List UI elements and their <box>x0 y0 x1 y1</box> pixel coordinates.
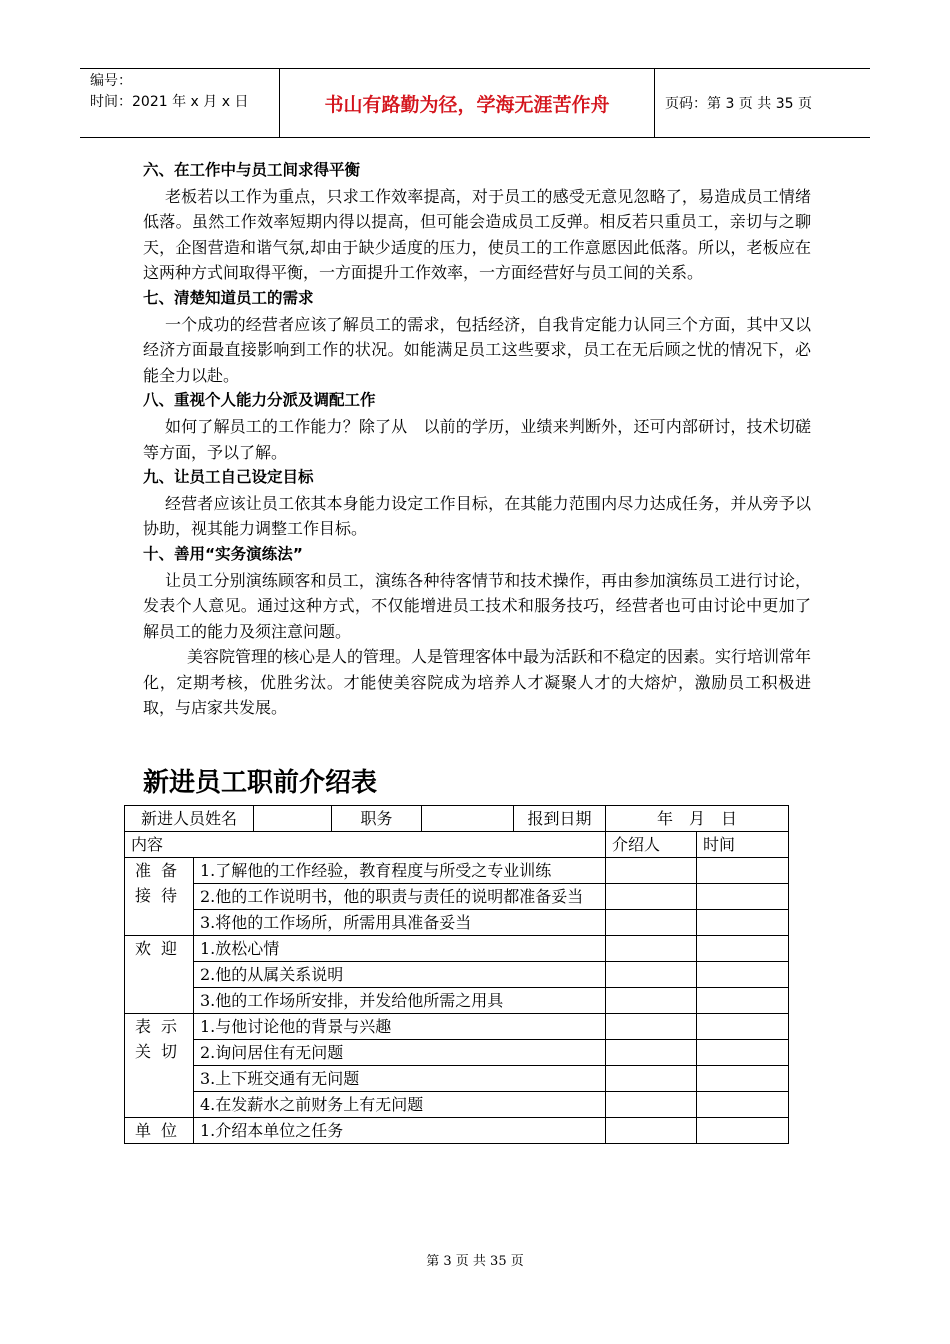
header-meta <box>80 69 280 137</box>
time-cell[interactable] <box>697 1040 789 1066</box>
section-title: 十、善用“实务演练法” <box>143 544 303 563</box>
category-cell: 单位 <box>125 1118 194 1144</box>
time-header-cell: 时间 <box>697 832 789 858</box>
table-row <box>125 1040 789 1066</box>
content-header-cell: 内容 <box>125 832 606 858</box>
item-cell: 2.询问居住有无问题 <box>194 1040 606 1066</box>
item-cell: 3.将他的工作场所，所需用具准备妥当 <box>194 910 606 936</box>
introducer-cell[interactable] <box>606 1040 697 1066</box>
table-row <box>125 962 789 988</box>
introducer-cell[interactable] <box>606 1014 697 1040</box>
introducer-cell[interactable] <box>606 884 697 910</box>
section-title: 六、在工作中与员工间求得平衡 <box>143 161 361 179</box>
closing-paragraph: 美容院管理的核心是人的管理。人是管理客体中最为活跃和不稳定的因素。实行培训常年化，定期考核，优胜劣汰。才能使美容院成为培养人才凝聚人才的大熔炉，激励员工积极进取，与店家共发展。 <box>143 647 812 718</box>
time-cell[interactable] <box>697 1014 789 1040</box>
name-value-cell[interactable] <box>254 806 332 832</box>
table-row <box>125 1014 789 1040</box>
name-label-cell: 新进人员姓名 <box>125 806 254 832</box>
page-footer: 第 3 页 共 35 页 <box>426 1254 524 1269</box>
introducer-cell[interactable] <box>606 962 697 988</box>
time-label: 时间：2021 年 x 月 x 日 <box>90 94 249 110</box>
introducer-cell[interactable] <box>606 910 697 936</box>
table-title: 新进员工职前介绍表 <box>143 768 378 798</box>
introducer-cell[interactable] <box>606 1066 697 1092</box>
category-cell: 表示关切 <box>125 1014 194 1118</box>
item-cell: 3.上下班交通有无问题 <box>194 1066 606 1092</box>
time-cell[interactable] <box>697 936 789 962</box>
table-row <box>125 988 789 1014</box>
section-title: 九、让员工自己设定目标 <box>143 468 314 487</box>
introducer-cell[interactable] <box>606 988 697 1014</box>
number-label: 编号： <box>90 73 132 89</box>
header-page-label: 页码：第 3 页 共 35 页 <box>665 96 812 112</box>
table-row <box>125 832 789 858</box>
introducer-cell[interactable] <box>606 1118 697 1144</box>
section-title: 八、重视个人能力分派及调配工作 <box>143 391 376 410</box>
time-cell[interactable] <box>697 1118 789 1144</box>
introducer-cell[interactable] <box>606 858 697 884</box>
introducer-cell[interactable] <box>606 1092 697 1118</box>
section-paragraph: 老板若以工作为重点，只求工作效率提高，对于员工的感受无意见忽略了，易造成员工情绪低落。虽然工作效率短期内得以提高，但可能会造成员工反弹。相反若只重员工，亲切与之聊天，企图营造和谐气氛,却由于缺少适度的压力，使员工的工作意愿因此低落。所以，老板应在这两种方式间取得平衡，一方面提升工作效率，一方面经营好与员工间的关系。 <box>143 186 811 283</box>
section-paragraph: 经营者应该让员工依其本身能力设定工作目标，在其能力范围内尽力达成任务，并从旁予以协助，视其能力调整工作目标。 <box>143 493 811 539</box>
report-date-label-cell: 报到日期 <box>514 806 606 832</box>
section-title: 七、清楚知道员工的需求 <box>143 288 314 307</box>
report-date-value-cell[interactable]: 年 月 日 <box>606 806 789 832</box>
category-cell: 欢迎 <box>125 936 194 1014</box>
orientation-table <box>124 805 789 1144</box>
time-cell[interactable] <box>697 1066 789 1092</box>
table-row <box>125 1066 789 1092</box>
item-cell: 4.在发薪水之前财务上有无问题 <box>194 1092 606 1118</box>
item-cell: 2.他的从属关系说明 <box>194 962 606 988</box>
section-paragraph: 让员工分别演练顾客和员工，演练各种待客情节和技术操作，再由参加演练员工进行讨论，发表个人意见。通过这种方式，不仅能增进员工技术和服务技巧，经营者也可由讨论中更加了解员工的能力及须注意问题。 <box>143 570 811 641</box>
item-cell: 1.介绍本单位之任务 <box>194 1118 606 1144</box>
time-cell[interactable] <box>697 1092 789 1118</box>
table-row <box>125 884 789 910</box>
time-cell[interactable] <box>697 884 789 910</box>
page-header <box>80 68 870 138</box>
body-text <box>143 158 811 721</box>
table-row <box>125 858 789 884</box>
introducer-header-cell: 介绍人 <box>606 832 697 858</box>
table-row <box>125 1092 789 1118</box>
section-paragraph: 一个成功的经营者应该了解员工的需求，包括经济，自我肯定能力认同三个方面，其中又以经济方面最直接影响到工作的状况。如能满足员工这些要求，员工在无后顾之忧的情况下，必能全力以赴。 <box>143 314 811 385</box>
category-cell: 准备接待 <box>125 858 194 936</box>
time-cell[interactable] <box>697 962 789 988</box>
section-paragraph: 如何了解员工的工作能力？除了从 以前的学历，业绩来判断外，还可内部研讨，技术切磋等方面，予以了解。 <box>143 416 811 462</box>
time-cell[interactable] <box>697 858 789 884</box>
time-cell[interactable] <box>697 988 789 1014</box>
item-cell: 1.与他讨论他的背景与兴趣 <box>194 1014 606 1040</box>
table-row <box>125 936 789 962</box>
item-cell: 1.了解他的工作经验，教育程度与所受之专业训练 <box>194 858 606 884</box>
header-motto: 书山有路勤为径，学海无涯苦作舟 <box>280 69 655 137</box>
time-cell[interactable] <box>697 910 789 936</box>
table-row <box>125 1118 789 1144</box>
table-row <box>125 806 789 832</box>
item-cell: 2.他的工作说明书，他的职责与责任的说明都准备妥当 <box>194 884 606 910</box>
position-label-cell: 职务 <box>332 806 422 832</box>
introducer-cell[interactable] <box>606 936 697 962</box>
table-row <box>125 910 789 936</box>
item-cell: 3.他的工作场所安排，并发给他所需之用具 <box>194 988 606 1014</box>
item-cell: 1.放松心情 <box>194 936 606 962</box>
position-value-cell[interactable] <box>422 806 514 832</box>
